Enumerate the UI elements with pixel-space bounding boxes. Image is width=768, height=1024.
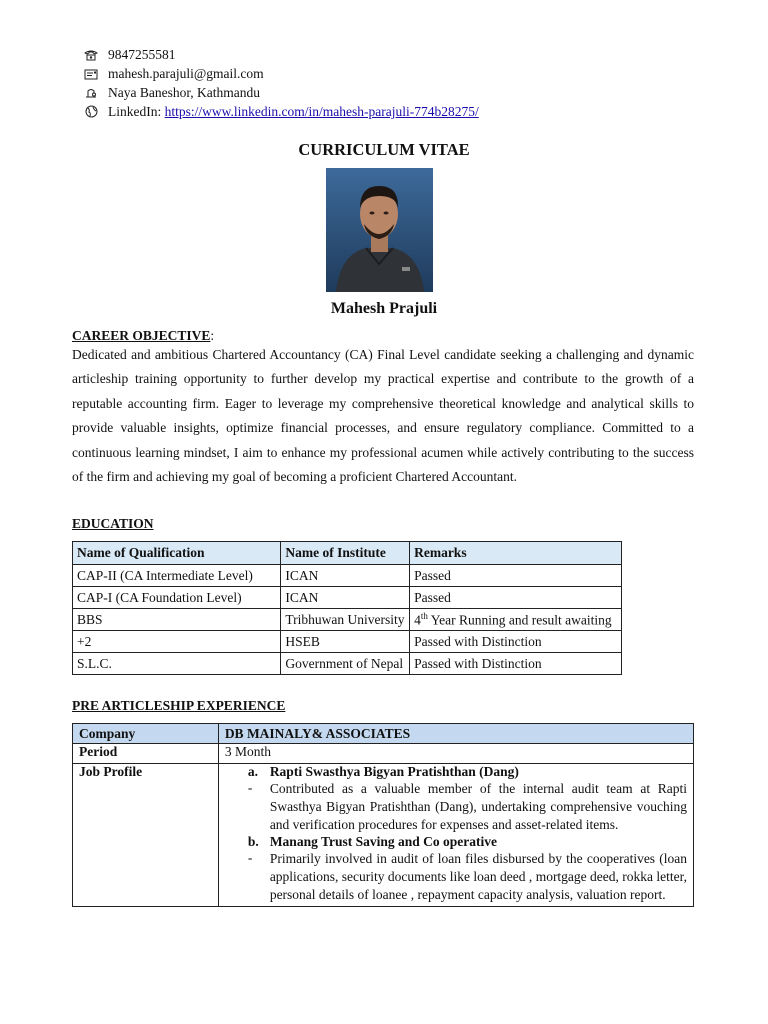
- job-profile-row: [73, 764, 694, 907]
- job-item-marker: b.: [247, 834, 259, 849]
- job-item-marker: a.: [247, 764, 258, 779]
- bullet-marker: -: [247, 780, 253, 795]
- career-objective-colon: :: [210, 328, 215, 343]
- qualification-cell: BBS: [73, 609, 281, 631]
- career-objective-label: CAREER OBJECTIVE: [72, 328, 211, 343]
- contact-email-row: [83, 64, 479, 83]
- qualification-cell: S.L.C.: [73, 653, 281, 675]
- experience-heading: PRE ARTICLESHIP EXPERIENCE: [72, 698, 286, 713]
- globe-icon: [83, 105, 99, 119]
- job-item-bullet: [225, 850, 687, 904]
- address-text: Naya Baneshor, Kathmandu: [108, 85, 261, 100]
- job-item-description: Contributed as a valuable member of the internal audit team at Rapti Swasthya Bigyan Pratishthan (Dang), undertaking comprehensive vouching and verification procedures for expenses and asset-related items.: [269, 781, 687, 832]
- education-header-row: [73, 542, 622, 565]
- candidate-name: Mahesh Prajuli: [330, 300, 438, 317]
- job-item-title-text: Manang Trust Saving and Co operative: [269, 834, 497, 849]
- table-row: [73, 609, 622, 631]
- qualification-cell: CAP-II (CA Intermediate Level): [73, 565, 281, 587]
- contact-linkedin-row: [83, 102, 479, 121]
- period-label: Period: [73, 744, 219, 764]
- qualification-cell: CAP-I (CA Foundation Level): [73, 587, 281, 609]
- remarks-cell: Passed with Distinction: [410, 631, 622, 653]
- institute-cell: Tribhuwan University: [281, 609, 410, 631]
- job-item-title-text: Rapti Swasthya Bigyan Pratishthan (Dang): [269, 764, 519, 779]
- remarks-cell: Passed: [410, 565, 622, 587]
- company-name: DB MAINALY& ASSOCIATES: [218, 724, 693, 744]
- period-value: 3 Month: [218, 744, 693, 764]
- education-table: [72, 541, 622, 675]
- job-item-title: [225, 834, 687, 850]
- education-heading: EDUCATION: [72, 516, 154, 531]
- location-icon: [83, 86, 99, 100]
- remarks-cell: Passed: [410, 587, 622, 609]
- remarks-number: 4: [414, 612, 421, 628]
- experience-table: [72, 723, 694, 907]
- email-address: mahesh.parajuli@gmail.com: [108, 66, 264, 81]
- job-item-bullet: [225, 780, 687, 834]
- job-profile-content: [218, 764, 693, 907]
- linkedin-link[interactable]: https://www.linkedin.com/in/mahesh-parajuli-774b28275/: [164, 104, 479, 119]
- table-row: [73, 653, 622, 675]
- career-objective-heading: [72, 328, 214, 344]
- bullet-marker: -: [247, 850, 253, 865]
- cv-title: CURRICULUM VITAE: [298, 140, 470, 159]
- remarks-cell: Passed with Distinction: [410, 653, 622, 675]
- period-row: [73, 744, 694, 764]
- email-icon: [83, 67, 99, 81]
- career-objective-text: Dedicated and ambitious Chartered Accountancy (CA) Final Level candidate seeking a challenging and dynamic articleship training opportunity to further develop my practical expertise and contribute to the growth of a reputable accounting firm. Eager to leverage my comprehensive theoretical knowledge and analytical skills to provide valuable insights, optimize financial processes, and ensure regulatory compliance. Committed to a continuous learning mindset, I aim to enhance my professional acumen while actively contributing to the success of the firm and achieving my goal of becoming a proficient Chartered Accountant.: [72, 347, 694, 485]
- table-row: [73, 587, 622, 609]
- remarks-superscript: th: [420, 610, 428, 621]
- contact-address-row: [83, 83, 479, 102]
- institute-cell: Government of Nepal: [281, 653, 410, 675]
- job-item-title: [225, 764, 687, 780]
- table-row: [73, 631, 622, 653]
- phone-icon: [83, 48, 99, 62]
- institute-cell: ICAN: [281, 565, 410, 587]
- table-row: [73, 565, 622, 587]
- institute-cell: HSEB: [281, 631, 410, 653]
- phone-number: 9847255581: [108, 47, 176, 62]
- linkedin-label: LinkedIn:: [108, 104, 165, 119]
- remarks-text: Year Running and result awaiting: [427, 612, 612, 628]
- education-col-qualification: Name of Qualification: [73, 542, 281, 565]
- contact-phone-row: [83, 45, 479, 64]
- qualification-cell: +2: [73, 631, 281, 653]
- company-label: Company: [73, 724, 219, 744]
- contact-block: [83, 45, 479, 121]
- education-col-institute: Name of Institute: [281, 542, 410, 565]
- profile-photo: [326, 168, 433, 292]
- institute-cell: ICAN: [281, 587, 410, 609]
- job-profile-label: Job Profile: [73, 764, 219, 907]
- company-row: [73, 724, 694, 744]
- remarks-cell: [410, 609, 622, 631]
- job-item-description: Primarily involved in audit of loan files disbursed by the cooperatives (loan applications, security documents like loan deed , mortgage deed, rokka letter, personal details of loanee , repayment capacity analysis, valuation report.: [269, 851, 687, 902]
- education-col-remarks: Remarks: [410, 542, 622, 565]
